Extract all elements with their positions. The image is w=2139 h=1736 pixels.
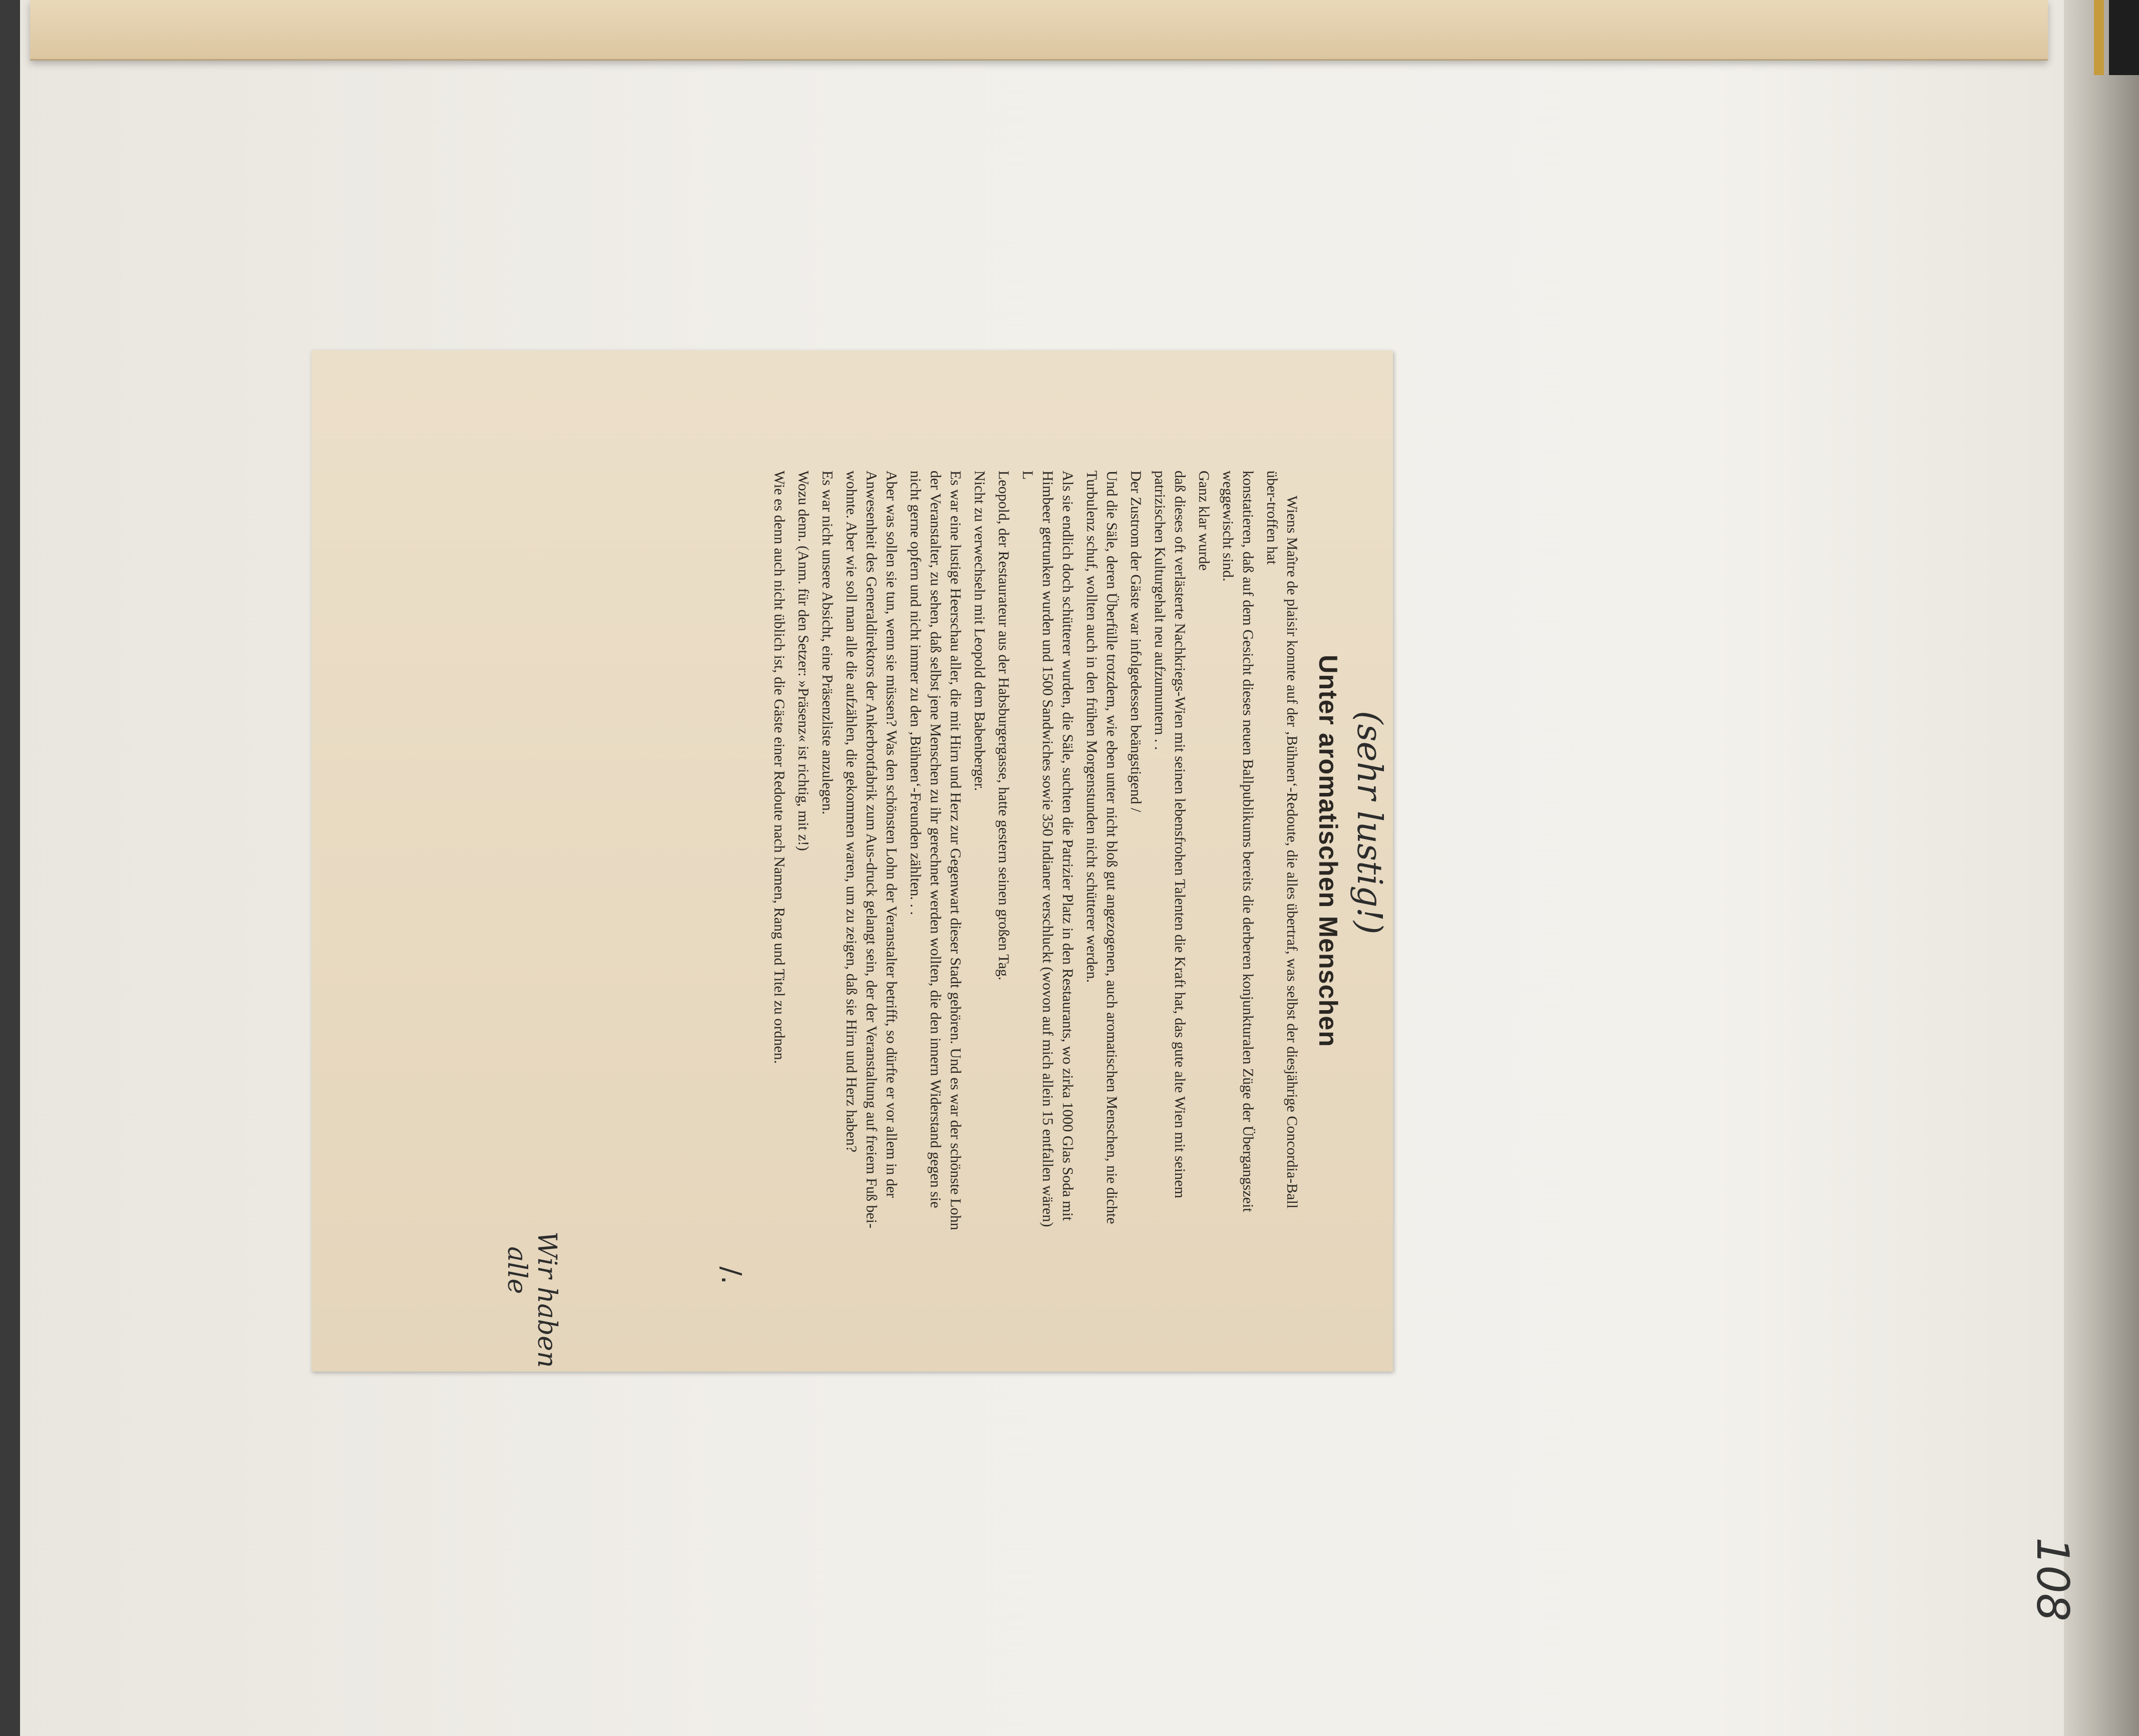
handwritten-annotation-top: (sehr lustig!) xyxy=(1349,711,1389,935)
binding-gold-strip xyxy=(2094,0,2104,75)
article-paragraph: konstatieren, daß auf dem Gesicht dieses neuen Ballpublikums bereits die derberen konjunkturalen Züge der Übergangszeit weggewischt sind. xyxy=(1220,471,1256,1212)
newspaper-clipping xyxy=(311,350,1393,1372)
handwritten-mark: / xyxy=(1128,807,1144,812)
scan-edge-left xyxy=(0,0,20,1736)
article-paragraph-text: Der Zustrom der Gäste war infolgedessen beängstigend xyxy=(1128,471,1144,804)
article xyxy=(765,471,1389,1231)
article-paragraph: Es war eine lustige Heerschau aller, die mit Hirn und Herz zur Gegenwart dieser Stadt gehören. Und es war der schönste Lohn der Veranstalter, zu sehen, daß selbst jene Menschen zu ihr gerechnet werden wollten, die den innern Widerstand gegen sie nicht gerne opfern und nicht immer zu den ‚Bühnen‘-Freunden zählten. . . xyxy=(907,471,964,1230)
handwritten-annotation-right: Wir haben xyxy=(532,1231,562,1368)
article-paragraph: Leopold, der Restaurateur aus der Habsburgergasse, hatte gestern seinen großen Tag. xyxy=(995,471,1012,981)
article-paragraph xyxy=(1017,471,1078,1231)
article-paragraph: Ganz klar wurde xyxy=(1196,471,1212,571)
article-paragraph: Wiens Maître de plaisir konnte auf der ‚Bühnen‘-Redoute, die alles übertraf, was selbst der diesjährige Concordia-Ball über-troffen hat xyxy=(1264,471,1300,1209)
article-paragraph: Wozu denn. (Anm. für den Setzer: »Präsenz« ist richtig, mit z!) xyxy=(795,471,812,851)
article-paragraph: Und die Säle, deren Überfülle trotzdem, wie eben unter nicht bloß gut angezogenen, auch aromatischen Menschen, nie dichte Turbulenz schuf, wollten auch in den frühen Morgenstunden nicht schütterer werden. xyxy=(1084,471,1120,1224)
article-headline: Unter aromatischen Menschen xyxy=(1313,654,1342,1048)
handwritten-mark: L xyxy=(1019,471,1036,480)
article-paragraph-text: Als sie endlich doch schütterer wurden, die Säle, suchten die Patrizier Platz in den Restaurants, wo zirka 1000 Glas Soda mit Himbeer getrunken wurden und 1500 Sandwiches sowie 350 Indianer verschluckt (wovon auf mich allein 15 entfallen wären) xyxy=(1039,471,1076,1227)
article-paragraph xyxy=(1126,471,1146,1231)
album-binding xyxy=(2064,0,2139,1736)
handwritten-mark: /. xyxy=(716,1266,747,1284)
binding-cover xyxy=(2109,0,2139,75)
page-number: 108 xyxy=(2027,1537,2079,1621)
article-paragraph: Aber was sollen sie tun, wenn sie müssen? Was den schönsten Lohn der Veranstalter betrifft, so dürfte er vor allem in der Anwesenheit des Generaldirektors der Ankerbrotfabrik zum Aus-druck gelangt sein, der der Veranstaltung auf freiem Fuß bei-wohnte. Aber wie soll man alle die aufzählen, die gekommen waren, um zu zeigen, daß sie Hirn und Herz haben? xyxy=(843,471,900,1228)
article-paragraph: Nicht zu verwechseln mit Leopold dem Babenberger. xyxy=(971,471,988,791)
previous-page-edge xyxy=(30,0,2048,61)
article-paragraph: Es war nicht unsere Absicht, eine Präsenzliste anzulegen. xyxy=(819,471,836,815)
handwritten-annotation-right: alle xyxy=(502,1246,532,1294)
rotated-clipping-content xyxy=(311,350,1393,1372)
article-paragraph: daß dieses oft verlästerte Nachkriegs-Wien mit seinen lebensfrohen Talenten die Kraft hat, das gute alte Wien mit seinem patrizischen Kulturgehalt neu aufzumuntern . . xyxy=(1152,471,1188,1198)
article-paragraph: Wie es denn auch nicht üblich ist, die Gäste einer Redoute nach Namen, Rang und Titel zu ordnen. xyxy=(771,471,788,1064)
